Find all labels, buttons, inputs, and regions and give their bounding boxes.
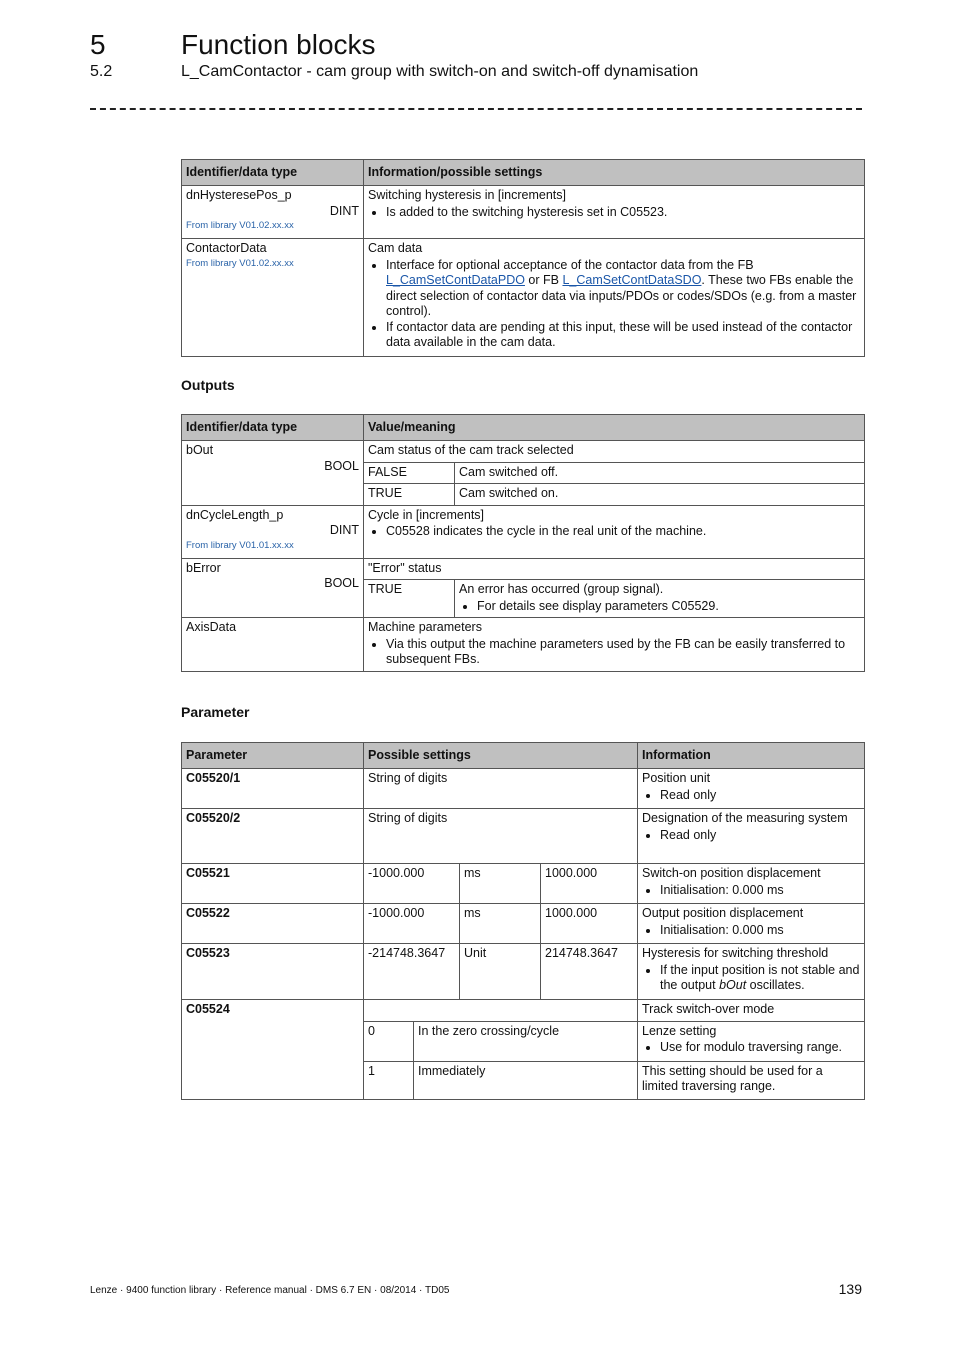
chapter-title: Function blocks	[181, 29, 376, 60]
param-code: C05520/1	[182, 769, 364, 809]
identifier: ContactorData	[186, 241, 267, 255]
description: Cam data	[368, 241, 423, 255]
output-name: bOut	[719, 978, 747, 992]
library-version: From library V01.01.xx.xx	[186, 539, 294, 551]
table-row	[182, 618, 865, 672]
description: Cycle in [increments]	[368, 507, 485, 522]
outputs-col-value: Value/meaning	[364, 415, 865, 441]
value-meaning: Cam switched on.	[455, 484, 865, 506]
table-row	[182, 944, 865, 1000]
description: Cam status of the cam track selected	[364, 441, 865, 463]
parameter-table	[181, 742, 865, 1100]
table-row	[182, 1000, 865, 1022]
param-unit: Unit	[460, 944, 541, 1000]
outputs-col-identifier: Identifier/data type	[182, 415, 364, 441]
outputs-heading: Outputs	[181, 377, 235, 393]
inputs-col-info: Information/possible settings	[364, 160, 865, 186]
option-value: 0	[364, 1021, 414, 1061]
table-row	[182, 505, 865, 558]
value-label: TRUE	[364, 580, 455, 618]
value-meaning: An error has occurred (group signal).	[459, 582, 664, 596]
value-meaning: Cam switched off.	[455, 462, 865, 484]
bullet-item: • For details see display parameters C05529.	[477, 599, 860, 615]
param-col-parameter: Parameter	[182, 743, 364, 769]
param-info: Designation of the measuring system	[642, 811, 848, 825]
param-max: 1000.000	[541, 864, 638, 904]
footer-text: Lenze · 9400 function library · Reference manual · DMS 6.7 EN · 08/2014 · TD05	[90, 1285, 450, 1296]
param-max: 214748.3647	[541, 944, 638, 1000]
description: Switching hysteresis in [increments]	[368, 188, 566, 202]
inputs-col-identifier: Identifier/data type	[182, 160, 364, 186]
param-min: -214748.3647	[364, 944, 460, 1000]
option-info: Lenze setting	[642, 1023, 717, 1038]
option-text: In the zero crossing/cycle	[414, 1021, 638, 1061]
table-row	[182, 441, 865, 463]
link-camsetcontdatasdo[interactable]: L_CamSetContDataSDO	[562, 273, 702, 287]
bullet-item: • If contactor data are pending at this input, these will be used instead of the contactor data available in the cam data.	[386, 320, 860, 351]
description: Machine parameters	[368, 620, 482, 634]
chapter-number: 5	[90, 29, 106, 60]
param-code: C05522	[182, 904, 364, 944]
bullet-item: • Use for modulo traversing range.	[660, 1040, 860, 1056]
param-min: -1000.000	[364, 864, 460, 904]
outputs-table	[181, 414, 865, 672]
section-number: 5.2	[90, 63, 113, 80]
identifier: AxisData	[182, 618, 364, 672]
param-code: C05523	[182, 944, 364, 1000]
bullet-item: • Via this output the machine parameters used by the FB can be easily transferred to subsequent FBs.	[386, 637, 860, 668]
data-type: DINT	[329, 203, 359, 218]
bullet-item: • Read only	[660, 828, 860, 844]
page-number: 139	[838, 1281, 862, 1297]
param-unit: ms	[460, 904, 541, 944]
data-type: DINT	[329, 523, 359, 537]
value-label: FALSE	[364, 462, 455, 484]
table-row	[182, 904, 865, 944]
param-code: C05520/2	[182, 809, 364, 864]
param-code: C05524	[182, 1000, 364, 1100]
param-unit: ms	[460, 864, 541, 904]
inputs-table	[181, 159, 865, 357]
table-row	[182, 769, 865, 809]
param-col-information: Information	[638, 743, 865, 769]
param-info: Position unit	[642, 771, 711, 785]
bullet-item: • If the input position is not stable and the output bOut oscillates.	[660, 963, 860, 994]
link-camsetcontdatapdo[interactable]: L_CamSetContDataPDO	[386, 273, 525, 287]
data-type: BOOL	[324, 458, 359, 473]
option-text: Immediately	[414, 1061, 638, 1099]
header-divider	[90, 108, 862, 110]
param-setting: String of digits	[364, 769, 638, 809]
bullet-item: • Initialisation: 0.000 ms	[660, 923, 860, 939]
identifier: dnHysteresePos_p	[186, 188, 292, 202]
table-row	[182, 239, 865, 357]
parameter-heading: Parameter	[181, 704, 250, 720]
param-col-settings: Possible settings	[364, 743, 638, 769]
library-version: From library V01.02.xx.xx	[186, 257, 294, 269]
bullet-item: • Read only	[660, 788, 860, 804]
bullet-item: • Interface for optional acceptance of the contactor data from the FB L_CamSetContDataPDO or FB L_CamSetContDataSDO. These two FBs enable the direct selection of contactor data via inputs/PDOs or codes/SDOs (e.g. from a master control).	[386, 258, 860, 320]
option-info: This setting should be used for a limited traversing range.	[638, 1061, 865, 1099]
table-row	[182, 558, 865, 580]
section-title: L_CamContactor - cam group with switch-on and switch-off dynamisation	[181, 63, 699, 80]
bullet-item: • Initialisation: 0.000 ms	[660, 883, 860, 899]
library-version: From library V01.02.xx.xx	[186, 220, 294, 231]
identifier: bOut	[186, 443, 214, 457]
table-row	[182, 186, 865, 239]
identifier: dnCycleLength_p	[186, 507, 284, 522]
table-row	[182, 809, 865, 864]
param-setting: String of digits	[364, 809, 638, 864]
param-info: Track switch-over mode	[638, 1000, 865, 1022]
param-info: Switch-on position displacement	[642, 866, 821, 880]
data-type: BOOL	[324, 576, 359, 590]
param-min: -1000.000	[364, 904, 460, 944]
table-row	[182, 864, 865, 904]
value-label: TRUE	[364, 484, 455, 506]
identifier: bError	[186, 560, 221, 575]
bullet-item: • C05528 indicates the cycle in the real unit of the machine.	[386, 524, 860, 540]
option-value: 1	[364, 1061, 414, 1099]
param-max: 1000.000	[541, 904, 638, 944]
param-code: C05521	[182, 864, 364, 904]
bullet-item: • Is added to the switching hysteresis set in C05523.	[386, 205, 860, 221]
param-info: Output position displacement	[642, 906, 804, 920]
description: "Error" status	[364, 558, 865, 580]
param-info: Hysteresis for switching threshold	[642, 946, 829, 960]
